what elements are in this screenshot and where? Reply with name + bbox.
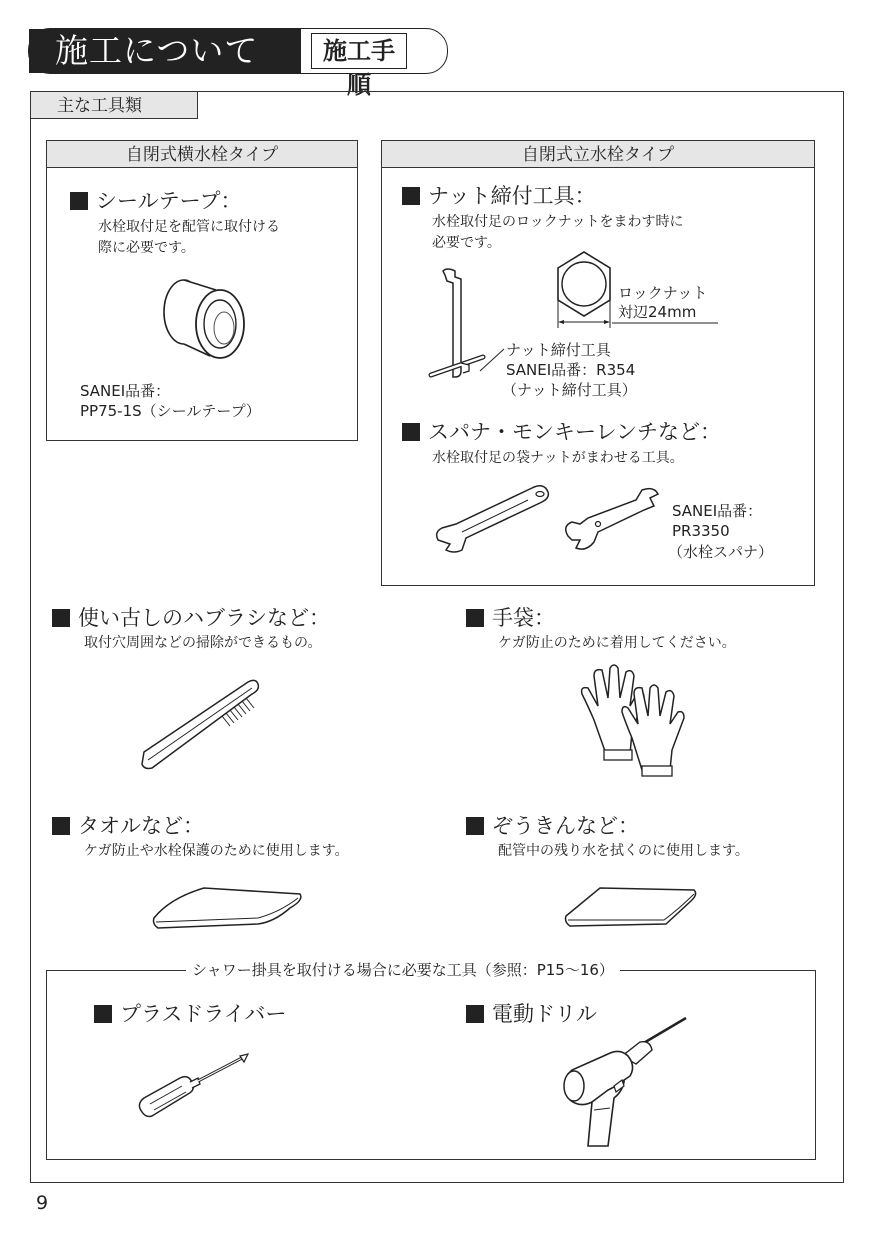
electric-drill-icon [558, 1014, 692, 1150]
bullet-square-icon [94, 1005, 112, 1023]
bullet-square-icon [466, 1005, 484, 1023]
towel-icon [150, 884, 306, 932]
spanner-part-3: （水栓スパナ） [668, 543, 774, 561]
tape-heading: シールテープ： [70, 188, 242, 214]
page-title: 施工について [29, 29, 301, 73]
bullet-square-icon [402, 187, 420, 205]
brush-desc: 取付穴周囲などの掃除ができるもの。 [84, 635, 322, 651]
shower-legend: シャワー掛具を取付ける場合に必要な工具（参照：P15〜16） [186, 961, 620, 980]
spanner-desc: 水栓取付足の袋ナットがまわせる工具。 [432, 450, 684, 466]
gloves-heading: 手袋： [466, 605, 555, 631]
tool-label-1: ナット締付工具 [506, 341, 611, 359]
gloves-desc: ケガ防止のために着用してください。 [498, 635, 736, 651]
locknut-label-2: 対辺24mm [618, 303, 697, 321]
tape-desc-2: 際に必要です。 [98, 240, 195, 256]
gloves-icon [578, 662, 688, 780]
tape-part-1: SANEI品番： [80, 382, 171, 400]
rag-icon [562, 884, 702, 930]
nut-desc-2: 必要です。 [432, 235, 501, 251]
page-header [28, 28, 448, 99]
bullet-square-icon [70, 192, 88, 210]
adjustable-wrench-icon [432, 484, 552, 556]
tool-label-3: （ナット締付工具） [502, 381, 637, 399]
nut-heading: ナット締付工具： [402, 183, 596, 209]
tate-tab: 自閉式立水栓タイプ [381, 140, 815, 168]
towel-desc: ケガ防止や水栓保護のために使用します。 [84, 843, 349, 859]
tool-label-2: SANEI品番：R354 [506, 361, 636, 379]
bullet-square-icon [52, 817, 70, 835]
rag-desc: 配管中の残り水を拭くのに使用します。 [498, 843, 749, 859]
seal-tape-icon [150, 272, 260, 372]
bullet-square-icon [466, 817, 484, 835]
spanner-heading: スパナ・モンキーレンチなど： [402, 419, 721, 445]
page-subtitle: 施工手順 [311, 33, 407, 69]
toothbrush-icon [140, 676, 270, 772]
driver-heading: プラスドライバー [94, 1001, 286, 1027]
drill-heading: 電動ドリル [466, 1001, 597, 1027]
spanner-part-2: PR3350 [672, 522, 730, 540]
towel-heading: タオルなど： [52, 813, 204, 839]
tape-desc-1: 水栓取付足を配管に取付ける [98, 219, 280, 235]
rag-heading: ぞうきんなど： [466, 813, 639, 839]
tape-part-2: PP75-1S（シールテープ） [80, 402, 261, 420]
spanner-part-1: SANEI品番： [672, 502, 763, 520]
yoko-tab: 自閉式横水栓タイプ [46, 140, 358, 168]
faucet-spanner-icon [558, 486, 662, 556]
locknut-label-1: ロックナット [618, 284, 708, 302]
bullet-square-icon [466, 609, 484, 627]
page-number: 9 [36, 1192, 49, 1214]
lock-nut-icon [550, 250, 620, 330]
bullet-square-icon [402, 423, 420, 441]
locknut-underline [612, 322, 722, 326]
screwdriver-icon [136, 1052, 252, 1122]
section-label: 主な工具類 [30, 91, 198, 119]
bullet-square-icon [52, 609, 70, 627]
nut-desc-1: 水栓取付足のロックナットをまわす時に [432, 214, 684, 230]
brush-heading: 使い古しのハブラシなど： [52, 605, 330, 631]
